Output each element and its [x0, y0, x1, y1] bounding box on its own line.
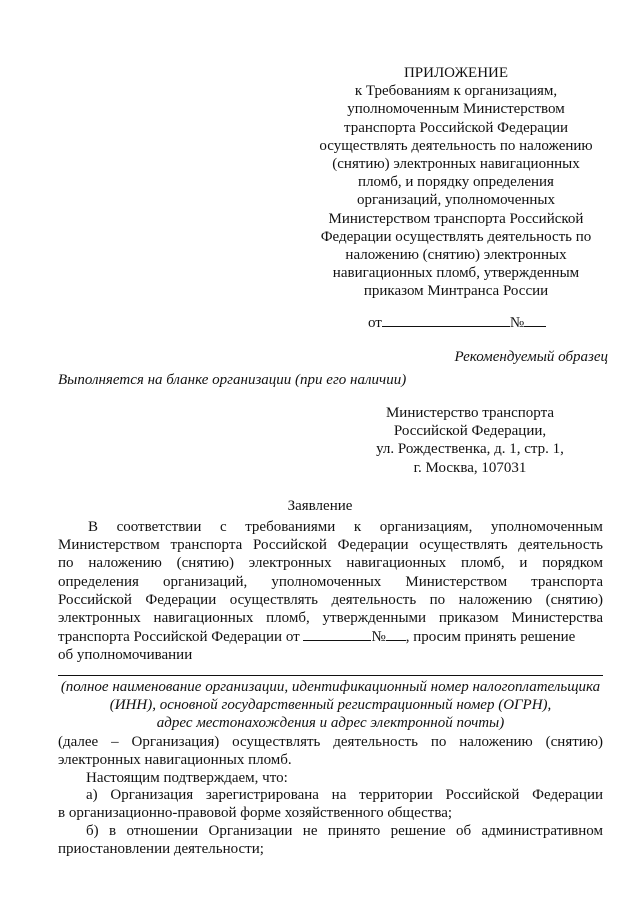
appendix-line: уполномоченным Министерством: [347, 101, 565, 118]
paragraph-line: а) Организация зарегистрирована на территории Российской Федерации: [86, 787, 603, 803]
addressee-block: [358, 404, 582, 477]
paragraph-line: [58, 573, 603, 591]
appendix-title: ПРИЛОЖЕНИЕ: [403, 65, 509, 81]
caption-line: (ИНН), основной государственный регистрационный номер (ОГРН),: [109, 697, 552, 714]
paragraph-line: [58, 518, 603, 536]
paragraph-line: по наложению (снятию) электронных навигационных пломб, и порядком: [58, 555, 603, 572]
paragraph-line: б) в отношении Организации не принято решение об административном: [86, 823, 603, 839]
word: организациям,: [379, 519, 473, 535]
word: требованиями: [245, 519, 336, 535]
order-number-label: №: [509, 315, 525, 331]
appendix-line: Федерации осуществлять деятельность по: [320, 228, 592, 245]
addressee-line: Российской Федерации,: [393, 423, 547, 440]
word: к: [353, 519, 362, 535]
order-from-label: от: [368, 315, 382, 331]
word: Министерством: [405, 573, 508, 590]
order-number-label: №: [371, 629, 386, 646]
paragraph-line: в организационно-правовой форме хозяйственного общества;: [58, 805, 453, 822]
word: уполномоченным: [490, 519, 603, 535]
paragraph-line: Российской Федерации осуществлять деятельность по наложению (снятию): [58, 591, 603, 608]
order-date-blank: [303, 627, 371, 641]
order-number-blank: [386, 627, 406, 641]
organization-fill-line: [58, 675, 603, 676]
addressee-line: ул. Рождественка, д. 1, стр. 1,: [376, 441, 564, 458]
addressee-line: Министерство транспорта: [385, 405, 555, 421]
paragraph-line: электронных навигационных пломб.: [58, 752, 292, 769]
caption-line: (полное наименование организации, идентификационный номер налогоплательщика: [60, 679, 601, 695]
item-a: [58, 786, 603, 822]
confirmation-intro: Настоящим подтверждаем, что:: [86, 770, 288, 786]
paragraph-line: приостановлении деятельности;: [58, 841, 264, 858]
word: с: [219, 519, 227, 535]
statement-paragraph-2: [58, 733, 603, 769]
word: определения: [58, 573, 139, 590]
appendix-line: осуществлять деятельность по наложению: [319, 137, 593, 154]
order-ref-text: транспорта Российской Федерации от: [58, 629, 300, 646]
paragraph-line: Министерством транспорта Российской Федерации осуществлять деятельность: [58, 537, 603, 554]
order-number-blank: [524, 312, 546, 327]
paragraph-line: электронных навигационных пломб, утвержденными приказом Министерства: [58, 610, 603, 627]
recommended-sample-label: Рекомендуемый образец: [454, 349, 608, 365]
paragraph-line: об уполномочивании: [58, 647, 193, 664]
appendix-line: транспорта Российской Федерации: [343, 119, 569, 136]
order-date-blank: [382, 312, 510, 327]
word: уполномоченных: [271, 573, 382, 590]
word: организаций,: [162, 573, 248, 590]
appendix-line: организаций, уполномоченных: [356, 192, 556, 209]
appendix-line: пломб, и порядку определения: [358, 174, 554, 191]
paragraph-line: [58, 627, 603, 646]
word: транспорта: [531, 573, 603, 590]
order-reference: [368, 312, 546, 332]
appendix-line: к Требованиям к организациям,: [354, 83, 558, 100]
statement-title: Заявление: [287, 498, 353, 514]
appendix-line: Министерством транспорта Российской: [328, 210, 584, 227]
word: В: [88, 519, 99, 535]
addressee-line: г. Москва, 107031: [413, 459, 527, 476]
caption-line: адрес местонахождения и адрес электронной почты): [156, 715, 505, 732]
appendix-line: наложению (снятию) электронных: [345, 247, 567, 264]
appendix-line: приказом Минтранса России: [363, 283, 549, 300]
appendix-line: (снятию) электронных навигационных: [332, 156, 580, 173]
paragraph-line: (далее – Организация) осуществлять деятельность по наложению (снятию): [58, 734, 603, 750]
letterhead-note: Выполняется на бланке организации (при его наличии): [58, 372, 407, 388]
item-b: [58, 822, 603, 858]
request-text: , просим принять решение: [405, 629, 576, 646]
appendix-header: [300, 64, 612, 301]
organization-caption: [58, 678, 603, 733]
statement-paragraph-1: [58, 518, 603, 665]
appendix-line: навигационных пломб, утвержденным: [332, 265, 580, 282]
word: соответствии: [116, 519, 202, 535]
